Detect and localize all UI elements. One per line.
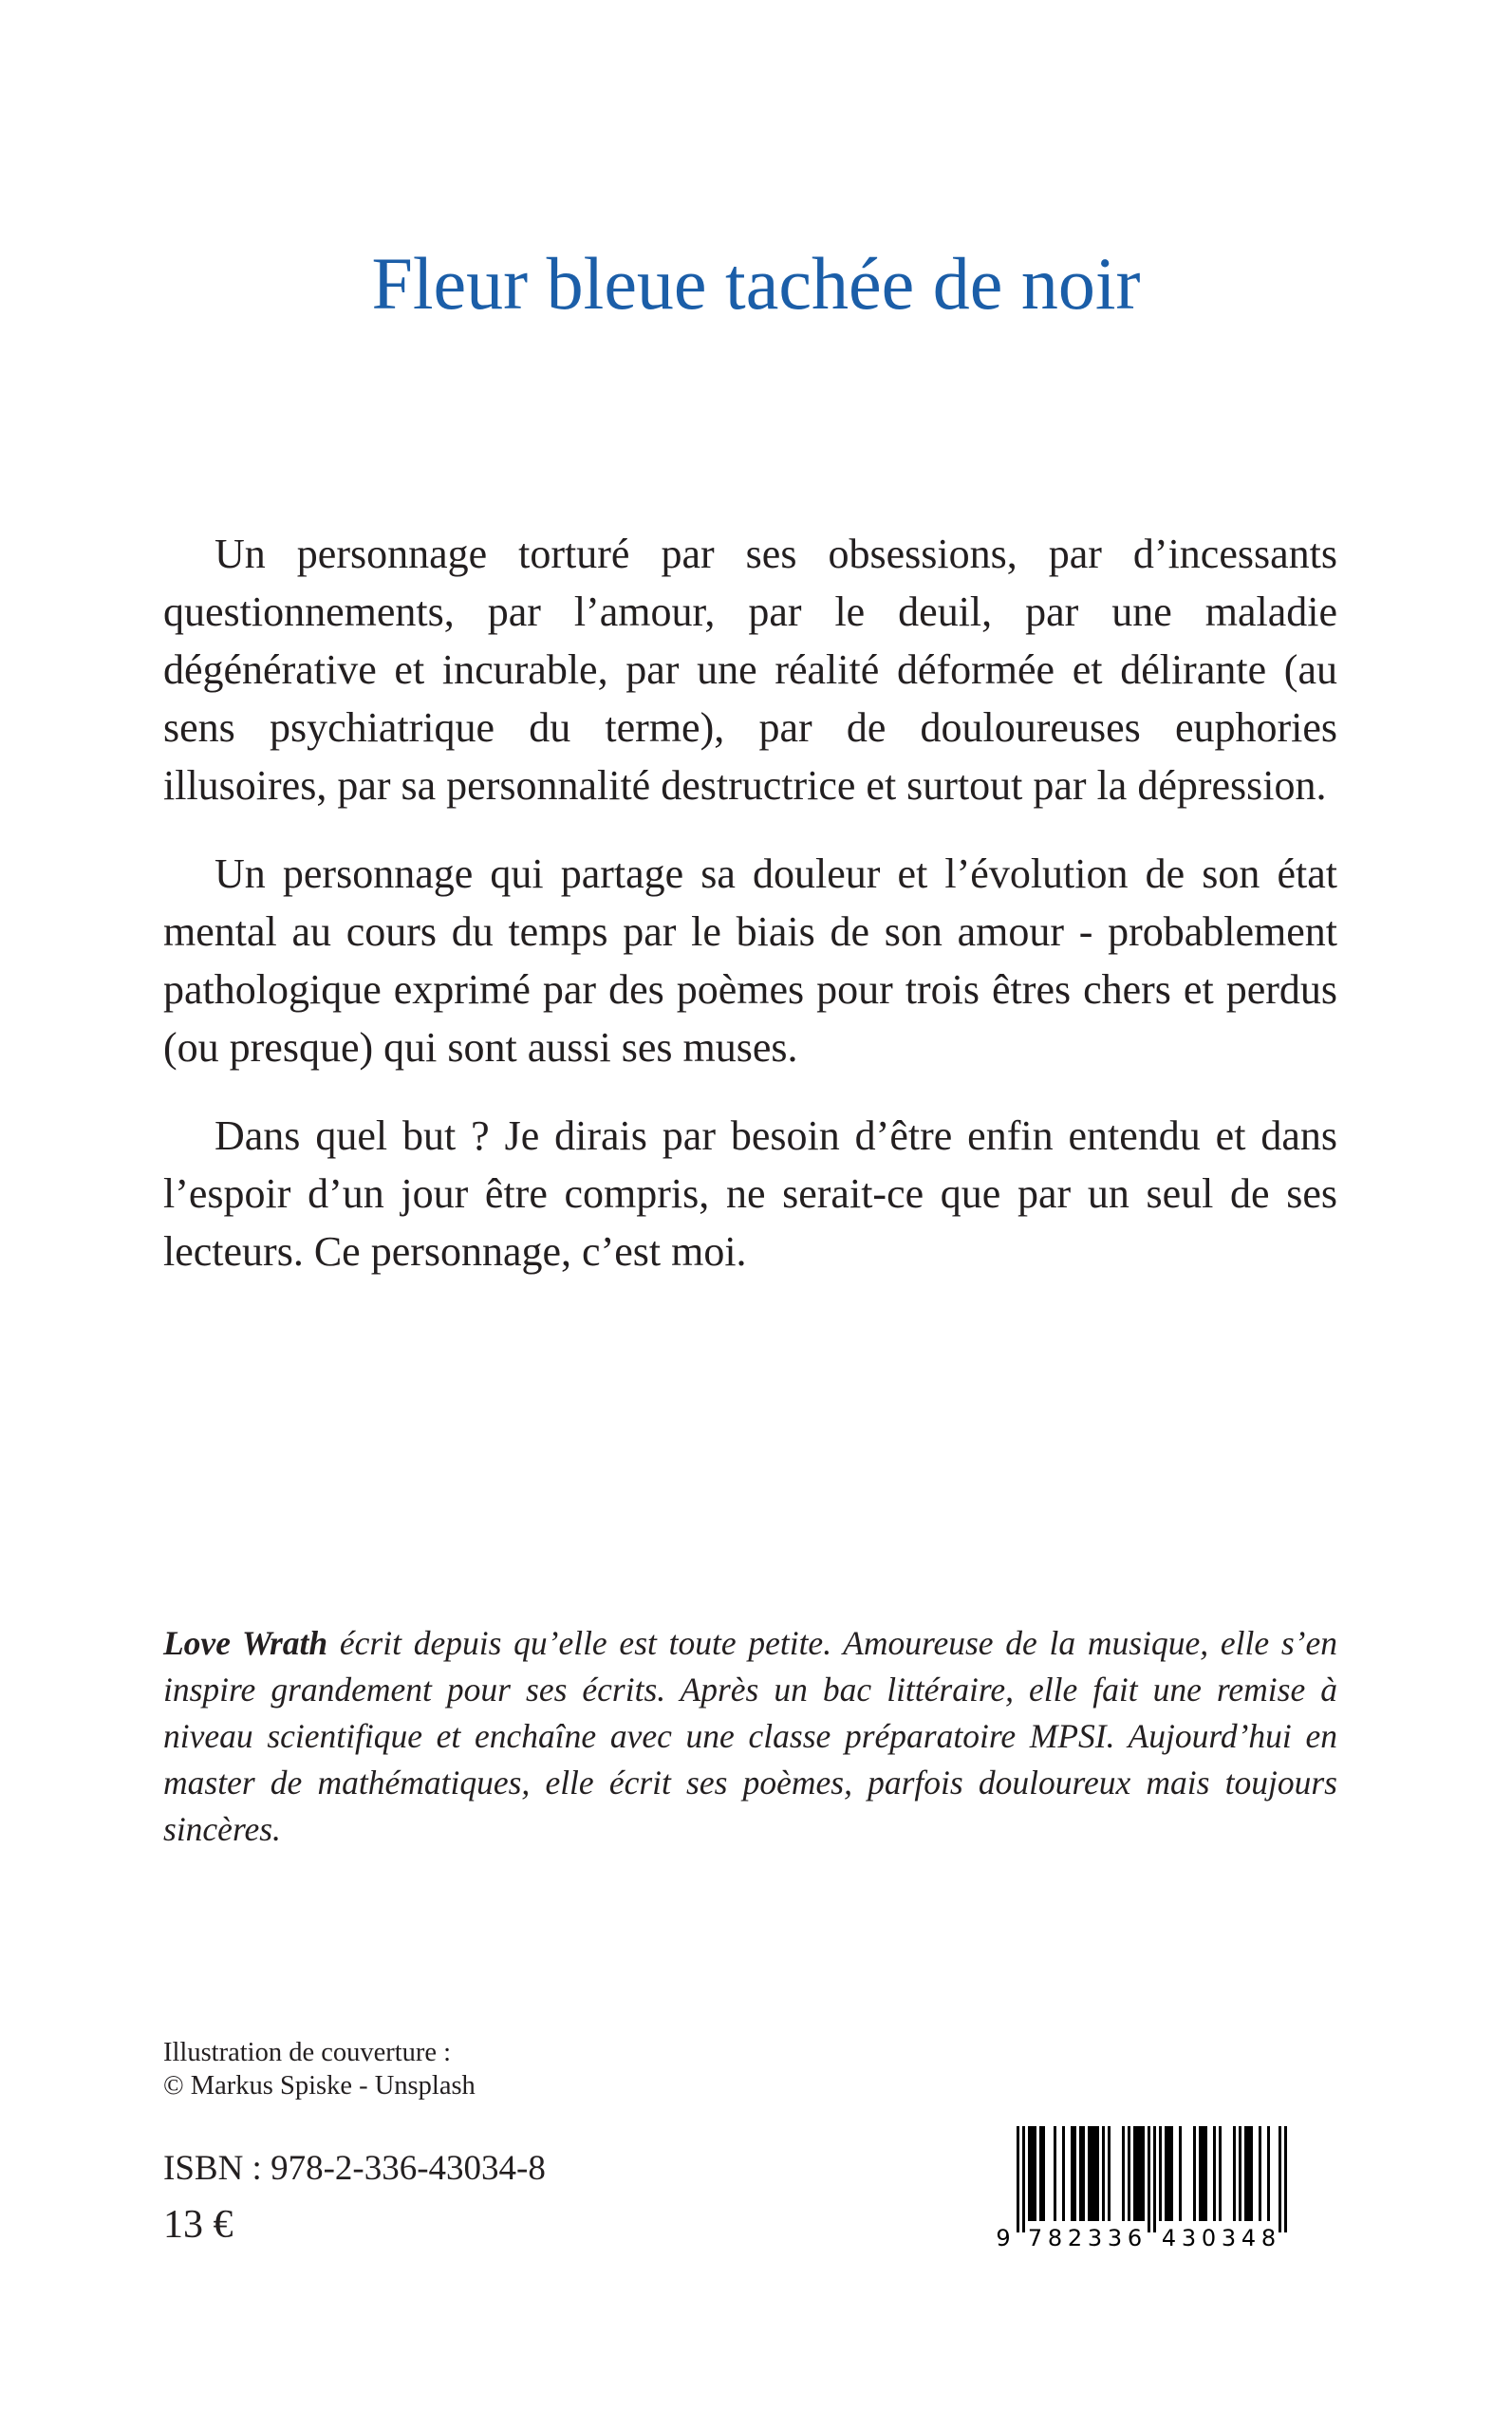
barcode-bar [1136, 2126, 1139, 2221]
cover-credit-label: Illustration de couverture : [163, 2038, 452, 2067]
barcode-bar [1042, 2126, 1045, 2221]
barcode-bar [1093, 2126, 1096, 2221]
barcode-bar [1022, 2126, 1025, 2232]
barcode-bar [1082, 2126, 1085, 2221]
barcode-bar [1073, 2126, 1076, 2221]
price: 13 € [163, 2203, 233, 2247]
barcode-bar [1244, 2126, 1247, 2221]
barcode-digit: 4 [1161, 2225, 1177, 2250]
barcode-bar [1193, 2126, 1196, 2221]
barcode-bar [1039, 2126, 1042, 2221]
barcode-digit: 0 [1201, 2225, 1217, 2250]
barcode-digit: 3 [1087, 2225, 1103, 2250]
barcode-digit: 4 [1241, 2225, 1257, 2250]
barcode-bar [1170, 2126, 1173, 2221]
ean13-barcode-icon [992, 2126, 1315, 2250]
barcode-digit: 8 [1047, 2225, 1063, 2250]
barcode-bar [1128, 2126, 1130, 2221]
barcode-bar [1122, 2126, 1125, 2221]
barcode-digit: 2 [1067, 2225, 1083, 2250]
barcode-bar [1213, 2126, 1216, 2221]
barcode-bars [1017, 2126, 1287, 2232]
barcode-bar [1202, 2126, 1204, 2221]
barcode-bar [1233, 2126, 1236, 2221]
cover-credit-source: © Markus Spiske - Unsplash [163, 2071, 476, 2101]
cover-credit [163, 2036, 476, 2102]
barcode-bar [1247, 2126, 1250, 2221]
isbn: ISBN : 978-2-336-43034-8 [163, 2149, 546, 2188]
barcode-bar [1259, 2126, 1261, 2221]
barcode-bar [1199, 2126, 1202, 2221]
back-cover-summary [163, 525, 1337, 1311]
barcode-bar [1054, 2126, 1056, 2221]
barcode-bar [1079, 2126, 1082, 2221]
barcode-bar [1239, 2126, 1241, 2221]
barcode-bar [1071, 2126, 1073, 2221]
author-bio-text: écrit depuis qu’elle est toute petite. Amoureuse de la musique, elle s’en inspire grandement pour ses écrits. Après un bac littéraire, elle fait une remise à niveau scientifique et enchaîne avec une classe préparatoire MPSI. Aujourd’hui en master de mathématiques, elle écrit ses poèmes, parfois douloureux mais toujours sincères. [163, 1624, 1337, 1848]
barcode-bar [1279, 2126, 1281, 2232]
summary-paragraph-2: Un personnage qui partage sa douleur et l’évolution de son état mental au cours du temps par le biais de son amour - probablement pathologique exprimé par des poèmes pour trois êtres chers et perdus (ou presque) qui sont aussi ses muses. [163, 850, 1337, 1071]
barcode-bar [1148, 2126, 1150, 2232]
barcode-bar [1096, 2126, 1099, 2221]
author-bio [163, 1620, 1337, 1853]
barcode-bar [1204, 2126, 1207, 2221]
book-title: Fleur bleue tachée de noir [371, 242, 1141, 325]
barcode-bar [1028, 2126, 1031, 2221]
barcode-bar [1133, 2126, 1136, 2221]
summary-paragraph-3: Dans quel but ? Je dirais par besoin d’être enfin entendu et dans l’espoir d’un jour être compris, ne serait-ce que par un seul de ses lecteurs. Ce personnage, c’est moi. [163, 1112, 1337, 1275]
author-name: Love Wrath [163, 1624, 328, 1662]
barcode-digits [996, 2225, 1276, 2250]
barcode-digit: 3 [1107, 2225, 1123, 2250]
barcode-bar [1017, 2126, 1019, 2232]
barcode-bar [1034, 2126, 1036, 2221]
barcode-bar [1159, 2126, 1162, 2221]
barcode-bar [1167, 2126, 1170, 2221]
barcode-digit: 7 [1027, 2225, 1043, 2250]
barcode-bar [1088, 2126, 1091, 2221]
barcode-bar [1179, 2126, 1182, 2221]
barcode-digit: 8 [1260, 2225, 1277, 2250]
barcode-bar [1142, 2126, 1145, 2221]
barcode-digit: 9 [996, 2225, 1011, 2250]
barcode-bar [1108, 2126, 1111, 2221]
barcode-bar [1250, 2126, 1253, 2221]
barcode-bar [1267, 2126, 1270, 2221]
barcode-bar [1139, 2126, 1142, 2221]
barcode-bar [1031, 2126, 1034, 2221]
barcode-bar [1153, 2126, 1156, 2232]
barcode-bar [1284, 2126, 1287, 2232]
barcode-bar [1102, 2126, 1105, 2221]
barcode-bar [1165, 2126, 1167, 2221]
summary-paragraph-1: Un personnage torturé par ses obsessions, par d’incessants questionnements, par l’amour, par le deuil, par une maladie dégénérative et incurable, par une réalité déformée et délirante (au sens psychiatrique du terme), par de douloureuses euphories illusoires, par sa personnalité destructrice et surtout par la dépression. [163, 531, 1337, 809]
barcode-bar [1062, 2126, 1065, 2221]
barcode-bar [1091, 2126, 1093, 2221]
barcode-digit: 3 [1181, 2225, 1197, 2250]
barcode-digit: 6 [1127, 2225, 1143, 2250]
barcode-bar [1219, 2126, 1222, 2221]
barcode-digit: 3 [1221, 2225, 1237, 2250]
